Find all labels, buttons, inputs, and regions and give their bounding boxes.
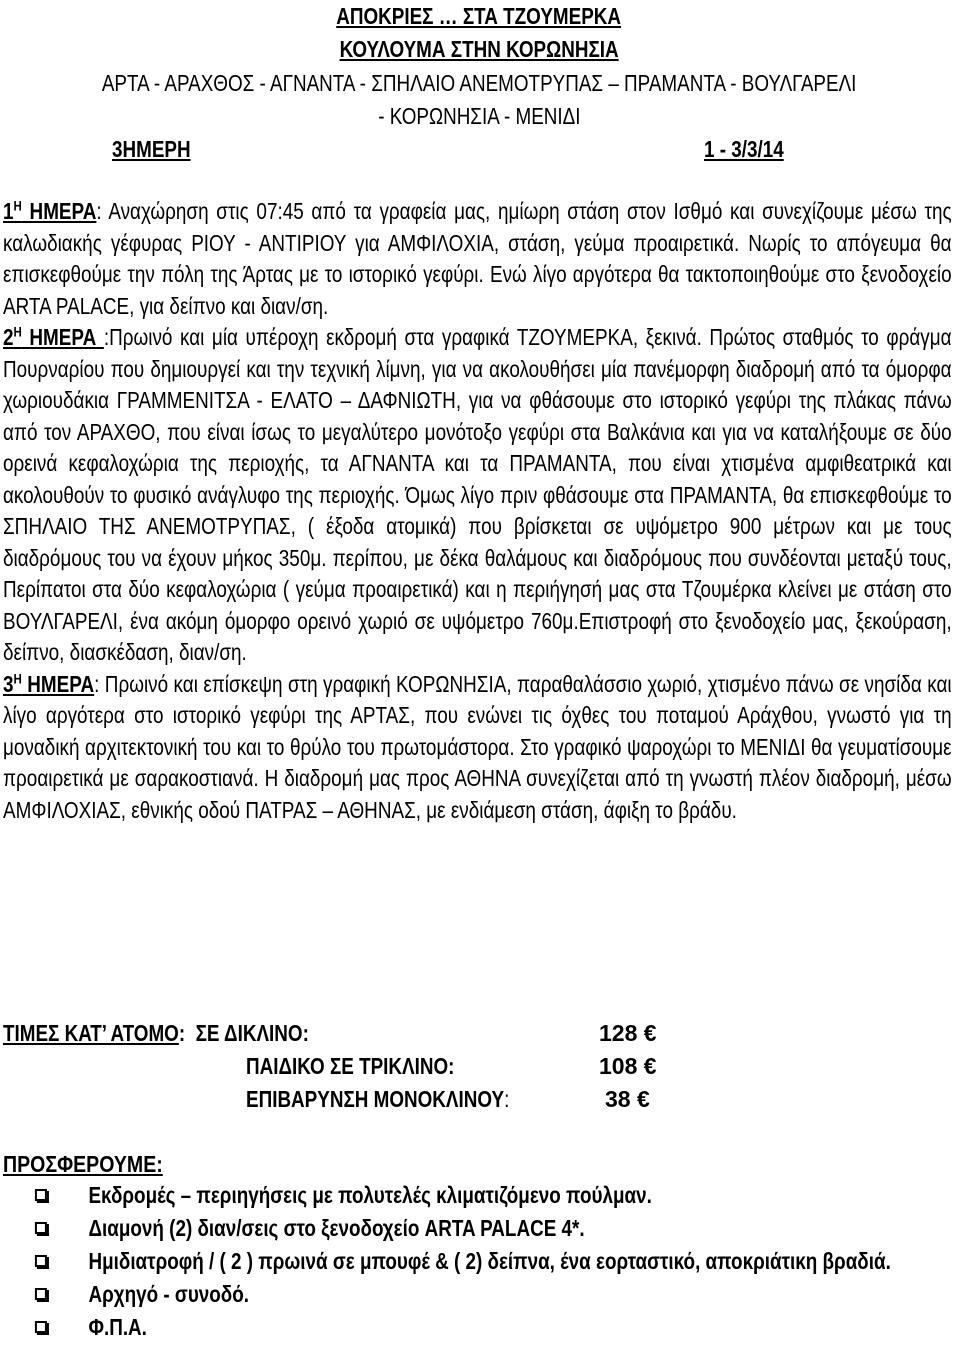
price-row-1: ΤΙΜΕΣ ΚΑΤ’ ΑΤΟΜΟ: ΣΕ ΔΙΚΛΙΝΟ: (3, 1020, 309, 1046)
title-apokries: ΑΠΟΚΡΙΕΣ … ΣΤΑ ΤΖΟΥΜΕΡΚΑ (336, 3, 622, 29)
euro-icon: € (636, 1086, 650, 1112)
prices-heading: ΤΙΜΕΣ ΚΑΤ’ ΑΤΟΜΟ (3, 1020, 179, 1046)
day-2-label: $2^H$ ΗΜΕΡΑ (3, 323, 104, 350)
price-row-2 (246, 1049, 500, 1083)
duration-dates-line (4, 133, 954, 165)
checkbox-bullet-icon (35, 1222, 47, 1234)
offer-item-stay: Διαμονή (2) διαν/σεις στο ξενοδοχείο ARTA PALACE 4*. (36, 1213, 897, 1243)
checkbox-bullet-icon (35, 1189, 47, 1201)
itinerary-text (3, 196, 952, 826)
route-line-2: - ΚΟΡΩΝΗΣΙΑ - ΜΕΝΙΔΙ (377, 103, 581, 129)
price-value-single: 38 € (605, 1086, 650, 1112)
title-kouloumа: ΚΟΥΛΟΥΜΑ ΣΤΗΝ ΚΟΡΩΝΗΣΙΑ (339, 36, 619, 62)
price-row-3: ΕΠΙΒΑΡΥΝΣΗ ΜΟΝΟΚΛΙΝΟΥ: (246, 1086, 510, 1112)
offer-item-coach: Εκδρομές – περιηγήσεις με πολυτελές κλιματιζόμενο πούλμαν. (36, 1180, 897, 1210)
checkbox-bullet-icon (35, 1288, 47, 1300)
day-3-label: $3^H$ ΗΜΕΡΑ (3, 669, 95, 697)
offer-item-vat: Φ.Π.Α. (36, 1312, 897, 1342)
euro-icon: € (643, 1020, 657, 1046)
day-1-label: $1^H$ ΗΜΕΡΑ (3, 197, 97, 224)
day-3-paragraph: $3^H$ ΗΜΕΡΑ: Πρωινό και επίσκεψη στη γραφική ΚΟΡΩΝΗΣΙΑ, παραθαλάσσιο χωριό, χτισμένο πάνω σε νησίδα και λίγο αργότερα στο ιστορικό γεφύρι της ΑΡΤΑΣ, που ενώνει τις όχθες του ποταμού Αράχθου, γνωστό για τη μοναδική αρχιτεκτονική του και το θρύλο του πρωτομάστορα. Στο γραφικό ψαροχώρι το ΜΕΝΙΔΙ θα γευματίσουμε προαιρετικά με σαρακοστιανά. Η διαδρομή μας προς ΑΘΗΝΑ συνεχίζεται από τη γνωστή πλέον διαδρομή, μέσω ΑΜΦΙΛΟΧΙΑΣ, εθνικής οδού ΠΑΤΡΑΣ – ΑΘΗΝΑΣ, με ενδιάμεση στάση, άφιξη το βράδυ. (3, 669, 952, 823)
checkbox-bullet-icon (35, 1321, 47, 1333)
day-2-paragraph: $2^H$ ΗΜΕΡΑ :Πρωινό και μία υπέροχη εκδρομή στα γραφικά ΤΖΟΥΜΕΡΚΑ, ξεκινά. Πρώτος σταθμός το φράγμα Πουρναρίου που δημιουργεί και την τεχνική λίμνη, για να ακολουθήσει μία πανέμορφη διαδρομή από τα όμορφα χωριουδάκια ΓΡΑΜΜΕΝΙΤΣΑ - ΕΛΑΤΟ – ΔΑΦΝΙΩΤΗ, για να φθάσουμε στο ιστορικό γεφύρι της πλάκας πάνω από τον ΑΡΑΧΘΟ, που είναι ίσως το μεγαλύτερο μονότοξο γεφύρι στα Βαλκάνια και για να καταλήξουμε σε δύο ορεινά κεφαλοχώρια της περιοχής, τα ΑΓΝΑΝΤΑ και τα ΠΡΑΜΑΝΤΑ, που είναι χτισμένα αμφιθεατρικά και ακολουθούν το φυσικό ανάγλυφο της περιοχής. Όμως λίγο πριν φθάσουμε στα ΠΡΑΜΑΝΤΑ, θα επισκεφθούμε το ΣΠΗΛΑΙΟ ΤΗΣ ΑΝΕΜΟΤΡΥΠΑΣ, ( έξοδα ατομικά) που βρίσκεται σε υψόμετρο 900 μέτρων και με τους διαδρόμους του να έχουν μήκος 350μ. περίπου, με δέκα θαλάμους και διαδρόμους που συνδέονται μεταξύ τους, Περίπατοι στα δύο κεφαλοχώρια ( γεύμα προαιρετικά) και η περιήγησή μας στα Τζουμέρκα κλείνει με στάση στο ΒΟΥΛΓΑΡΕΛΙ, ένα ακόμη όμορφο ορεινό χωριό σε υψόμετρο 760μ.Επιστροφή στο ξενοδοχείο μας, ξεκούραση, δείπνο, διασκέδαση, διαν/ση. (3, 323, 952, 665)
offers-list (36, 1180, 897, 1345)
offer-item-halfboard: Ημιδιατροφή / ( 2 ) πρωινά σε μπουφέ & ( 2) δείπνα, ένα εορταστικό, αποκριάτικη βραδιά. (36, 1246, 897, 1276)
price-label-child: ΠΑΙΔΙΚΟ ΣΕ ΤΡΙΚΛΙΝΟ: (246, 1053, 455, 1079)
price-value-double: 128 € (599, 1020, 657, 1046)
route-line-1: ΑΡΤΑ - ΑΡΑΧΘΟΣ - ΑΓΝΑΝΤΑ - ΣΠΗΛΑΙΟ ΑΝΕΜΟΤΡΥΠΑΣ – ΠΡΑΜΑΝΤΑ - ΒΟΥΛΓΑΡΕΛΙ (101, 70, 857, 96)
day-1-paragraph: $1^H$ ΗΜΕΡΑ: Αναχώρηση στις 07:45 από τα γραφεία μας, ημίωρη στάση στον Ισθμό και συνεχίζουμε μέσω της καλωδιακής γέφυρας ΡΙΟΥ - ΑΝΤΙΡΙΟΥ για ΑΜΦΙΛΟΧΙΑ, στάση, γεύμα προαιρετικά. Νωρίς το απόγευμα θα επισκεφθούμε την πόλη της Άρτας με το ιστορικό γεφύρι. Ενώ λίγο αργότερα θα τακτοποιηθούμε στο ξενοδοχείο ARTA PALACE, για δείπνο και διαν/ση. (3, 197, 952, 319)
checkbox-bullet-icon (35, 1255, 47, 1267)
dates: 1 - 3/3/14 (704, 136, 784, 162)
price-label-single: ΕΠΙΒΑΡΥΝΣΗ ΜΟΝΟΚΛΙΝΟΥ (246, 1086, 505, 1112)
offer-item-guide: Αρχηγό - συνοδό. (36, 1279, 897, 1309)
price-label-double: ΣΕ ΔΙΚΛΙΝΟ: (195, 1020, 309, 1046)
offers-title: ΠΡΟΣΦΕΡΟΥΜΕ: (3, 1151, 163, 1177)
duration: 3ΗΜΕΡΗ (112, 136, 191, 162)
euro-icon: € (643, 1053, 657, 1079)
price-value-child: 108 € (599, 1053, 657, 1079)
